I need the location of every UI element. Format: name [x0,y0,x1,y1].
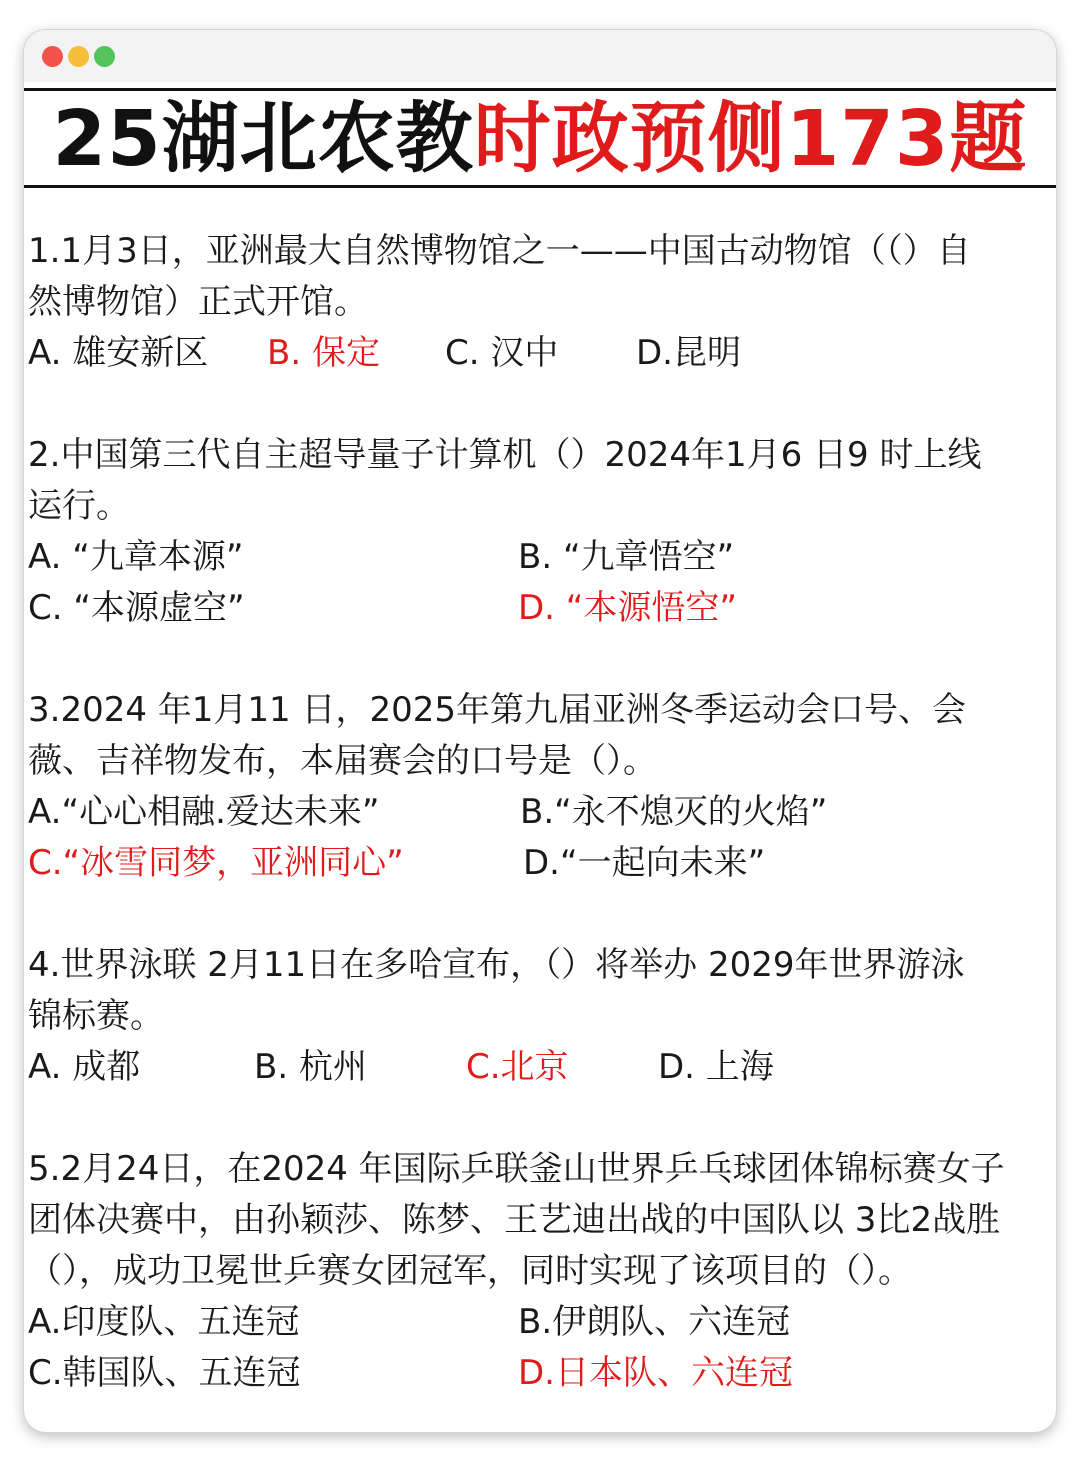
page-title-red-part: 时政预侧173题 [473,95,1028,184]
question-5-option-d-correct: D.日本队、六连冠 [518,1353,793,1393]
question-1-text-line-2: 然博物馆）正式开馆。 [28,282,368,322]
window-frame [24,30,1056,1432]
question-3-text-line-2: 薇、吉祥物发布，本届赛会的口号是（）。 [28,741,657,781]
question-2-option-d-correct: D. “本源悟空” [518,588,738,628]
page-title-black-part: 25湖北农教 [52,95,474,184]
question-1-option-c: C. 汉中 [445,333,559,373]
question-5-text-line-1: 5.2月24日，在2024 年国际乒联釜山世界乒乓球团体锦标赛女子 [28,1149,1005,1189]
question-5-option-c: C.韩国队、五连冠 [28,1353,301,1393]
question-2-option-c: C. “本源虚空” [28,588,245,628]
question-4-option-b: B. 杭州 [254,1047,367,1087]
question-5-option-b: B.伊朗队、六连冠 [518,1302,791,1342]
question-5-text-line-3: （），成功卫冕世乒赛女团冠军，同时实现了该项目的（）。 [28,1251,912,1291]
question-3-text-line-1: 3.2024 年1月11 日，2025年第九届亚洲冬季运动会口号、会 [28,690,967,730]
question-2-option-a: A. “九章本源” [28,537,244,577]
question-4-option-d: D. 上海 [658,1047,774,1087]
question-5-text-line-2: 团体决赛中，由孙颖莎、陈梦、王艺迪出战的中国队以 3比2战胜 [28,1200,1001,1240]
question-2-text-line-2: 运行。 [28,486,130,526]
question-1-option-b-correct: B. 保定 [267,333,380,373]
question-list [24,30,1056,1432]
question-1-option-d: D.昆明 [636,333,741,373]
question-4-option-c-correct: C.北京 [466,1047,569,1087]
question-4-option-a: A. 成都 [28,1047,141,1087]
question-2-text-line-1: 2.中国第三代自主超导量子计算机（）2024年1月6 日9 时上线 [28,435,982,475]
question-3-option-d: D.“一起向未来” [523,843,766,883]
question-4-text-line-2: 锦标赛。 [28,996,164,1036]
question-3-option-b: B.“永不熄灭的火焰” [520,792,828,832]
question-3-option-c-correct: C.“冰雪同梦，亚洲同心” [28,843,404,883]
question-1-option-a: A. 雄安新区 [28,333,209,373]
question-1-text-line-1: 1.1月3日，亚洲最大自然博物馆之一——中国古动物馆（（）自 [28,231,971,271]
question-5-option-a: A.印度队、五连冠 [28,1302,300,1342]
question-4-text-line-1: 4.世界泳联 2月11日在多哈宣布，（）将举办 2029年世界游泳 [28,945,965,985]
question-2-option-b: B. “九章悟空” [518,537,735,577]
question-3-option-a: A.“心心相融.爱达未来” [28,792,380,832]
